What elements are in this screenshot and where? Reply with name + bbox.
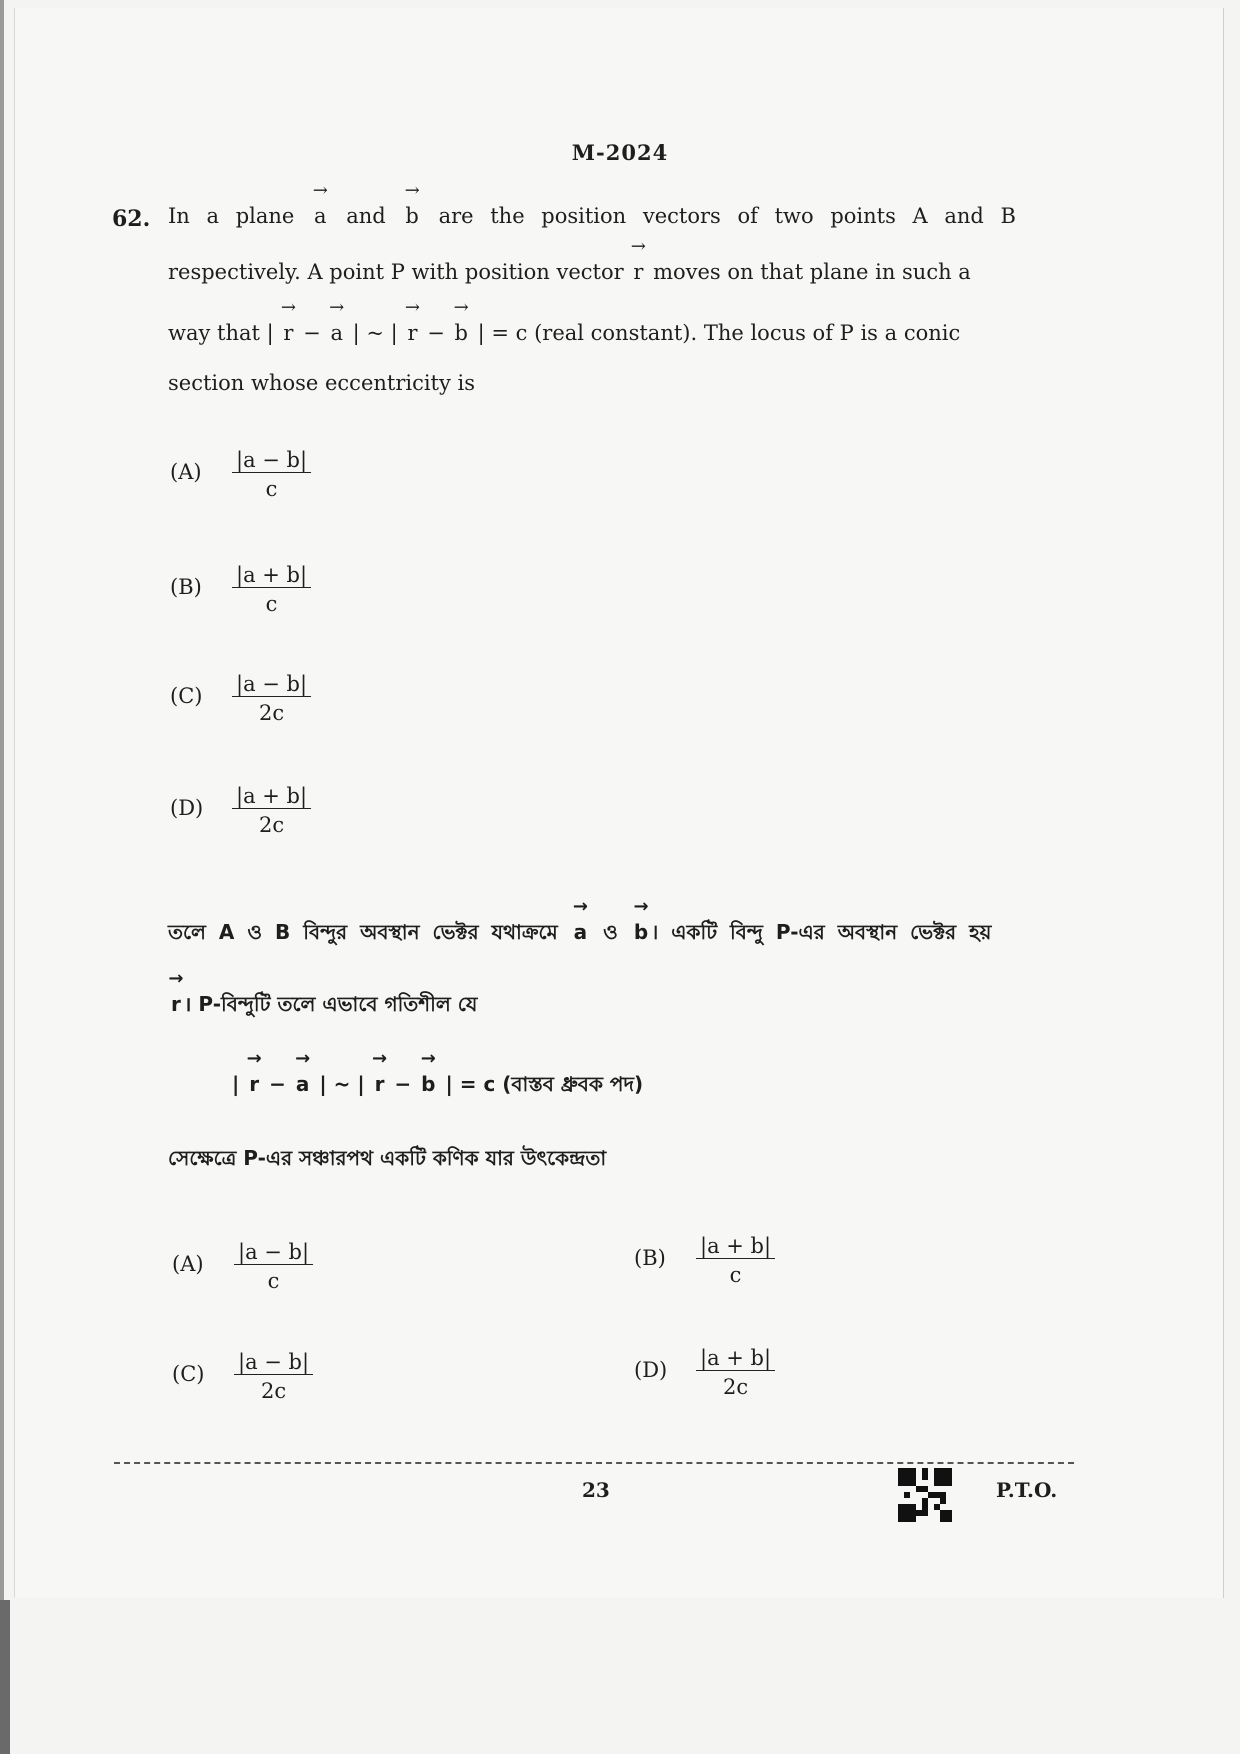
qr-code-icon [898, 1468, 952, 1522]
question-en-line-2: respectively. A point P with position vector → r moves on that plane in such a [168, 262, 971, 283]
question-en-line-3: way that | → r − → a | ~ | → r − → b | = c (real constant). The locus of P is a conic [168, 323, 960, 344]
page-number: 23 [582, 1478, 610, 1502]
question-en-line-1: In a plane → a and → b are the position vectors of two points A and B [168, 206, 1016, 227]
question-en-line-4: section whose eccentricity is [168, 371, 476, 395]
vector-a: → a [311, 206, 330, 227]
paper-code: M-2024 [571, 140, 669, 165]
pto-label: P.T.O. [996, 1478, 1058, 1502]
vector-b: → b [402, 206, 421, 227]
scan-edge-top [0, 0, 4, 1600]
vector-r: → r [630, 262, 646, 283]
question-number: 62. [112, 206, 151, 232]
question-bn-line-2: → r । P-বিন্দুটি তলে এভাবে গতিশীল যে [168, 990, 477, 1023]
scan-edge [0, 1600, 10, 1754]
footer-rule [114, 1462, 1074, 1464]
question-bn-line-4: সেক্ষেত্রে P-এর সঞ্চারপথ একটি কণিক যার উৎকেন্দ্রতা [168, 1146, 607, 1170]
question-bn-line-3: | → r − → a | ~ | → r − → b | = c (বাস্তব ধ্রুবক পদ) [232, 1070, 643, 1103]
question-bn-line-1: তলে A ও B বিন্দুর অবস্থান ভেক্টর যথাক্রমে → a ও → b । একটি বিন্দু P-এর অবস্থান ভেক্টর হয় [168, 918, 991, 951]
